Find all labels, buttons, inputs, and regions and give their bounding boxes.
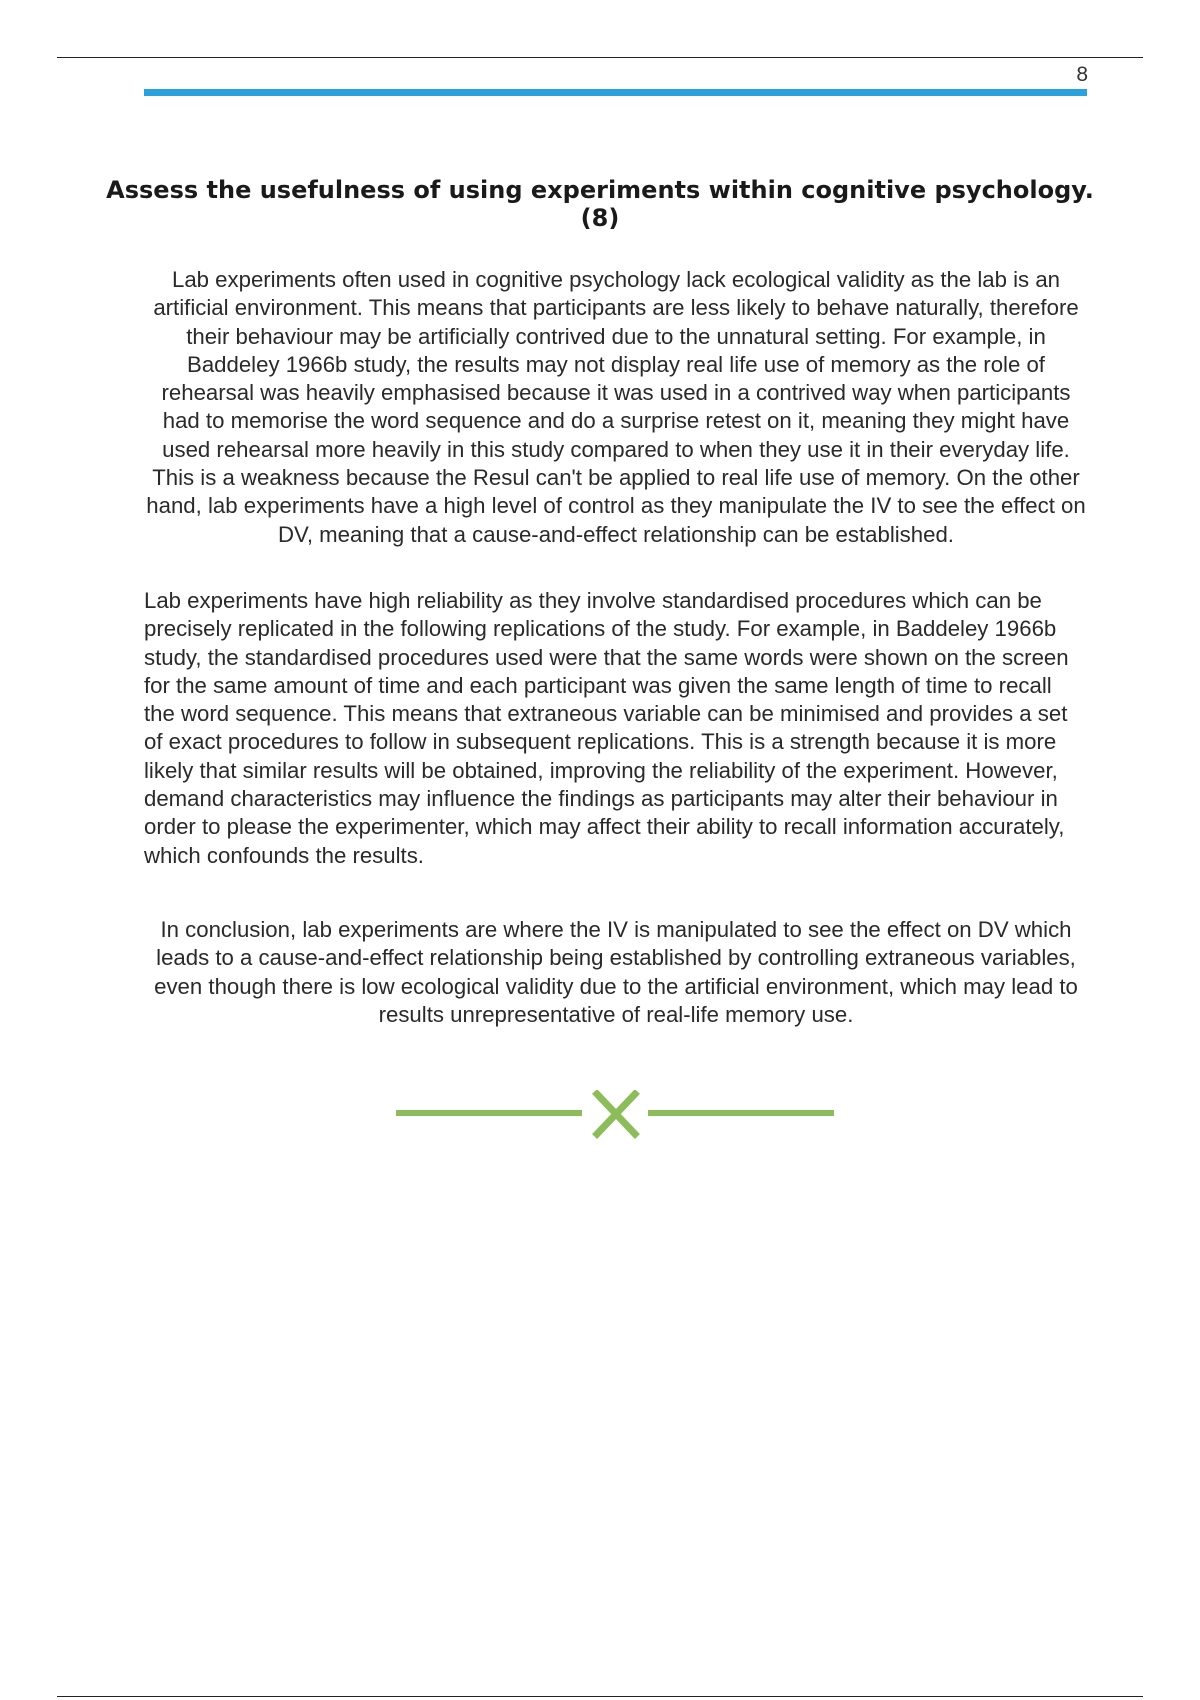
cross-icon bbox=[597, 1094, 635, 1134]
answer-paragraph-1: Lab experiments often used in cognitive psychology lack ecological validity as the lab is an artificial environment. This means that participants are less likely to behave naturally, therefore their behaviour may be artificially contrived due to the unnatural setting. For example, in Baddeley 1966b study, the results may not display real life use of memory as the role of rehearsal was heavily emphasised because it was used in a contrived way when participants had to memorise the word sequence and do a surprise retest on it, meaning they might have used rehearsal more heavily in this study compared to when they use it in their everyday life. This is a weakness because the Resul can't be applied to real life use of memory. On the other hand, lab experiments have a high level of control as they manipulate the IV to see the effect on DV, meaning that a cause-and-effect relationship can be established. bbox=[146, 267, 1086, 547]
header-accent-bar bbox=[144, 89, 1087, 96]
answer-paragraph-3: In conclusion, lab experiments are where the IV is manipulated to see the effect on DV which leads to a cause-and-effect relationship being established by controlling extraneous variables, even though there is low ecological validity due to the artificial environment, which may lead to results unrepresentative of real-life memory use. bbox=[154, 917, 1078, 1027]
answer-paragraph-2: Lab experiments have high reliability as they involve standardised procedures which can be precisely replicated in the following replications of the study. For example, in Baddeley 1966b study, the standardised procedures used were that the same words were shown on the screen for the same amount of time and each participant was given the same length of time to recall the word sequence. This means that extraneous variable can be minimised and provides a set of exact procedures to follow in subsequent replications. This is a strength because it is more likely that similar results will be obtained, improving the reliability of the experiment. However, demand characteristics may influence the findings as participants may alter their behaviour in order to please the experimenter, which may affect their ability to recall information accurately, which confounds the results. bbox=[144, 588, 1069, 868]
top-rule bbox=[57, 57, 1143, 58]
bottom-rule bbox=[57, 1696, 1143, 1697]
question-title: Assess the usefulness of using experiments within cognitive psychology. (8) bbox=[106, 176, 1094, 232]
page-number: 8 bbox=[1076, 63, 1088, 86]
section-divider bbox=[396, 1090, 834, 1142]
